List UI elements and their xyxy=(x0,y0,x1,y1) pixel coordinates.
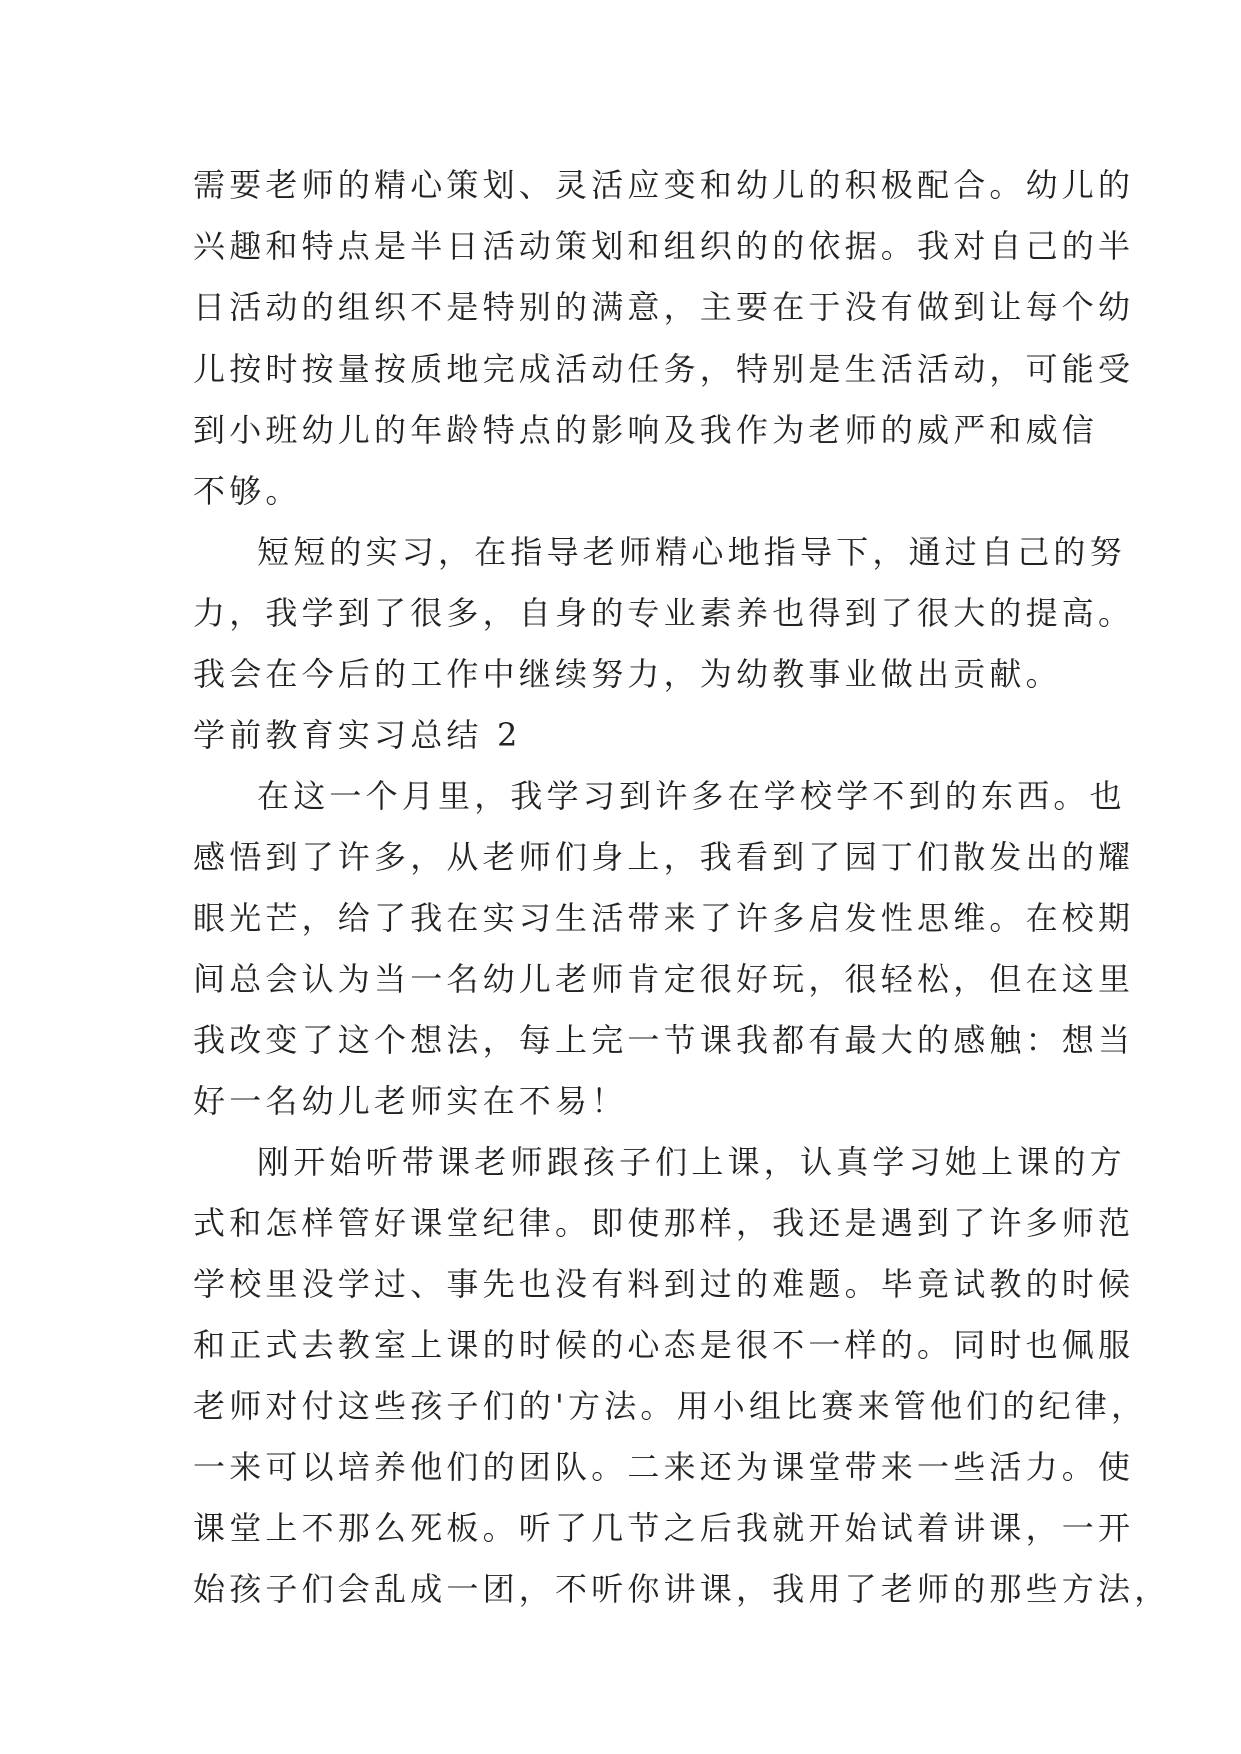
text-line: 到小班幼儿的年龄特点的影响及我作为老师的威严和威信 xyxy=(193,411,1099,449)
text-line: 间总会认为当一名幼儿老师肯定很好玩，很轻松，但在这里 xyxy=(193,960,1135,998)
text-line: 始孩子们会乱成一团，不听你讲课，我用了老师的那些方法， xyxy=(193,1570,1171,1608)
text-line: 课堂上不那么死板。听了几节之后我就开始试着讲课，一开 xyxy=(193,1509,1135,1547)
text-line: 兴趣和特点是半日活动策划和组织的的依据。我对自己的半 xyxy=(193,227,1135,265)
text-line: 力，我学到了很多，自身的专业素养也得到了很大的提高。 xyxy=(193,594,1135,632)
text-line: 需要老师的精心策划、灵活应变和幼儿的积极配合。幼儿的 xyxy=(193,166,1135,204)
text-line: 在这一个月里，我学习到许多在学校学不到的东西。也 xyxy=(257,777,1126,815)
text-line: 好一名幼儿老师实在不易！ xyxy=(193,1082,628,1120)
text-line: 短短的实习，在指导老师精心地指导下，通过自己的努 xyxy=(257,533,1126,571)
text-line: 感悟到了许多，从老师们身上，我看到了园丁们散发出的耀 xyxy=(193,838,1135,876)
text-line: 我改变了这个想法，每上完一节课我都有最大的感触：想当 xyxy=(193,1021,1135,1059)
text-line: 日活动的组织不是特别的满意，主要在于没有做到让每个幼 xyxy=(193,288,1135,326)
text-line: 儿按时按量按质地完成活动任务，特别是生活活动，可能受 xyxy=(193,350,1135,388)
text-line: 不够。 xyxy=(193,472,302,510)
text-line: 刚开始听带课老师跟孩子们上课，认真学习她上课的方 xyxy=(257,1143,1126,1181)
section-heading: 学前教育实习总结 2 xyxy=(193,716,522,754)
text-line: 和正式去教室上课的时候的心态是很不一样的。同时也佩服 xyxy=(193,1326,1135,1364)
text-line: 学校里没学过、事先也没有料到过的难题。毕竟试教的时候 xyxy=(193,1265,1135,1303)
text-line: 眼光芒，给了我在实习生活带来了许多启发性思维。在校期 xyxy=(193,899,1135,937)
text-line: 我会在今后的工作中继续努力，为幼教事业做出贡献。 xyxy=(193,655,1062,693)
text-line: 一来可以培养他们的团队。二来还为课堂带来一些活力。使 xyxy=(193,1448,1135,1486)
text-line: 式和怎样管好课堂纪律。即使那样，我还是遇到了许多师范 xyxy=(193,1204,1135,1242)
text-line: 老师对付这些孩子们的'方法。用小组比赛来管他们的纪律， xyxy=(193,1387,1148,1425)
